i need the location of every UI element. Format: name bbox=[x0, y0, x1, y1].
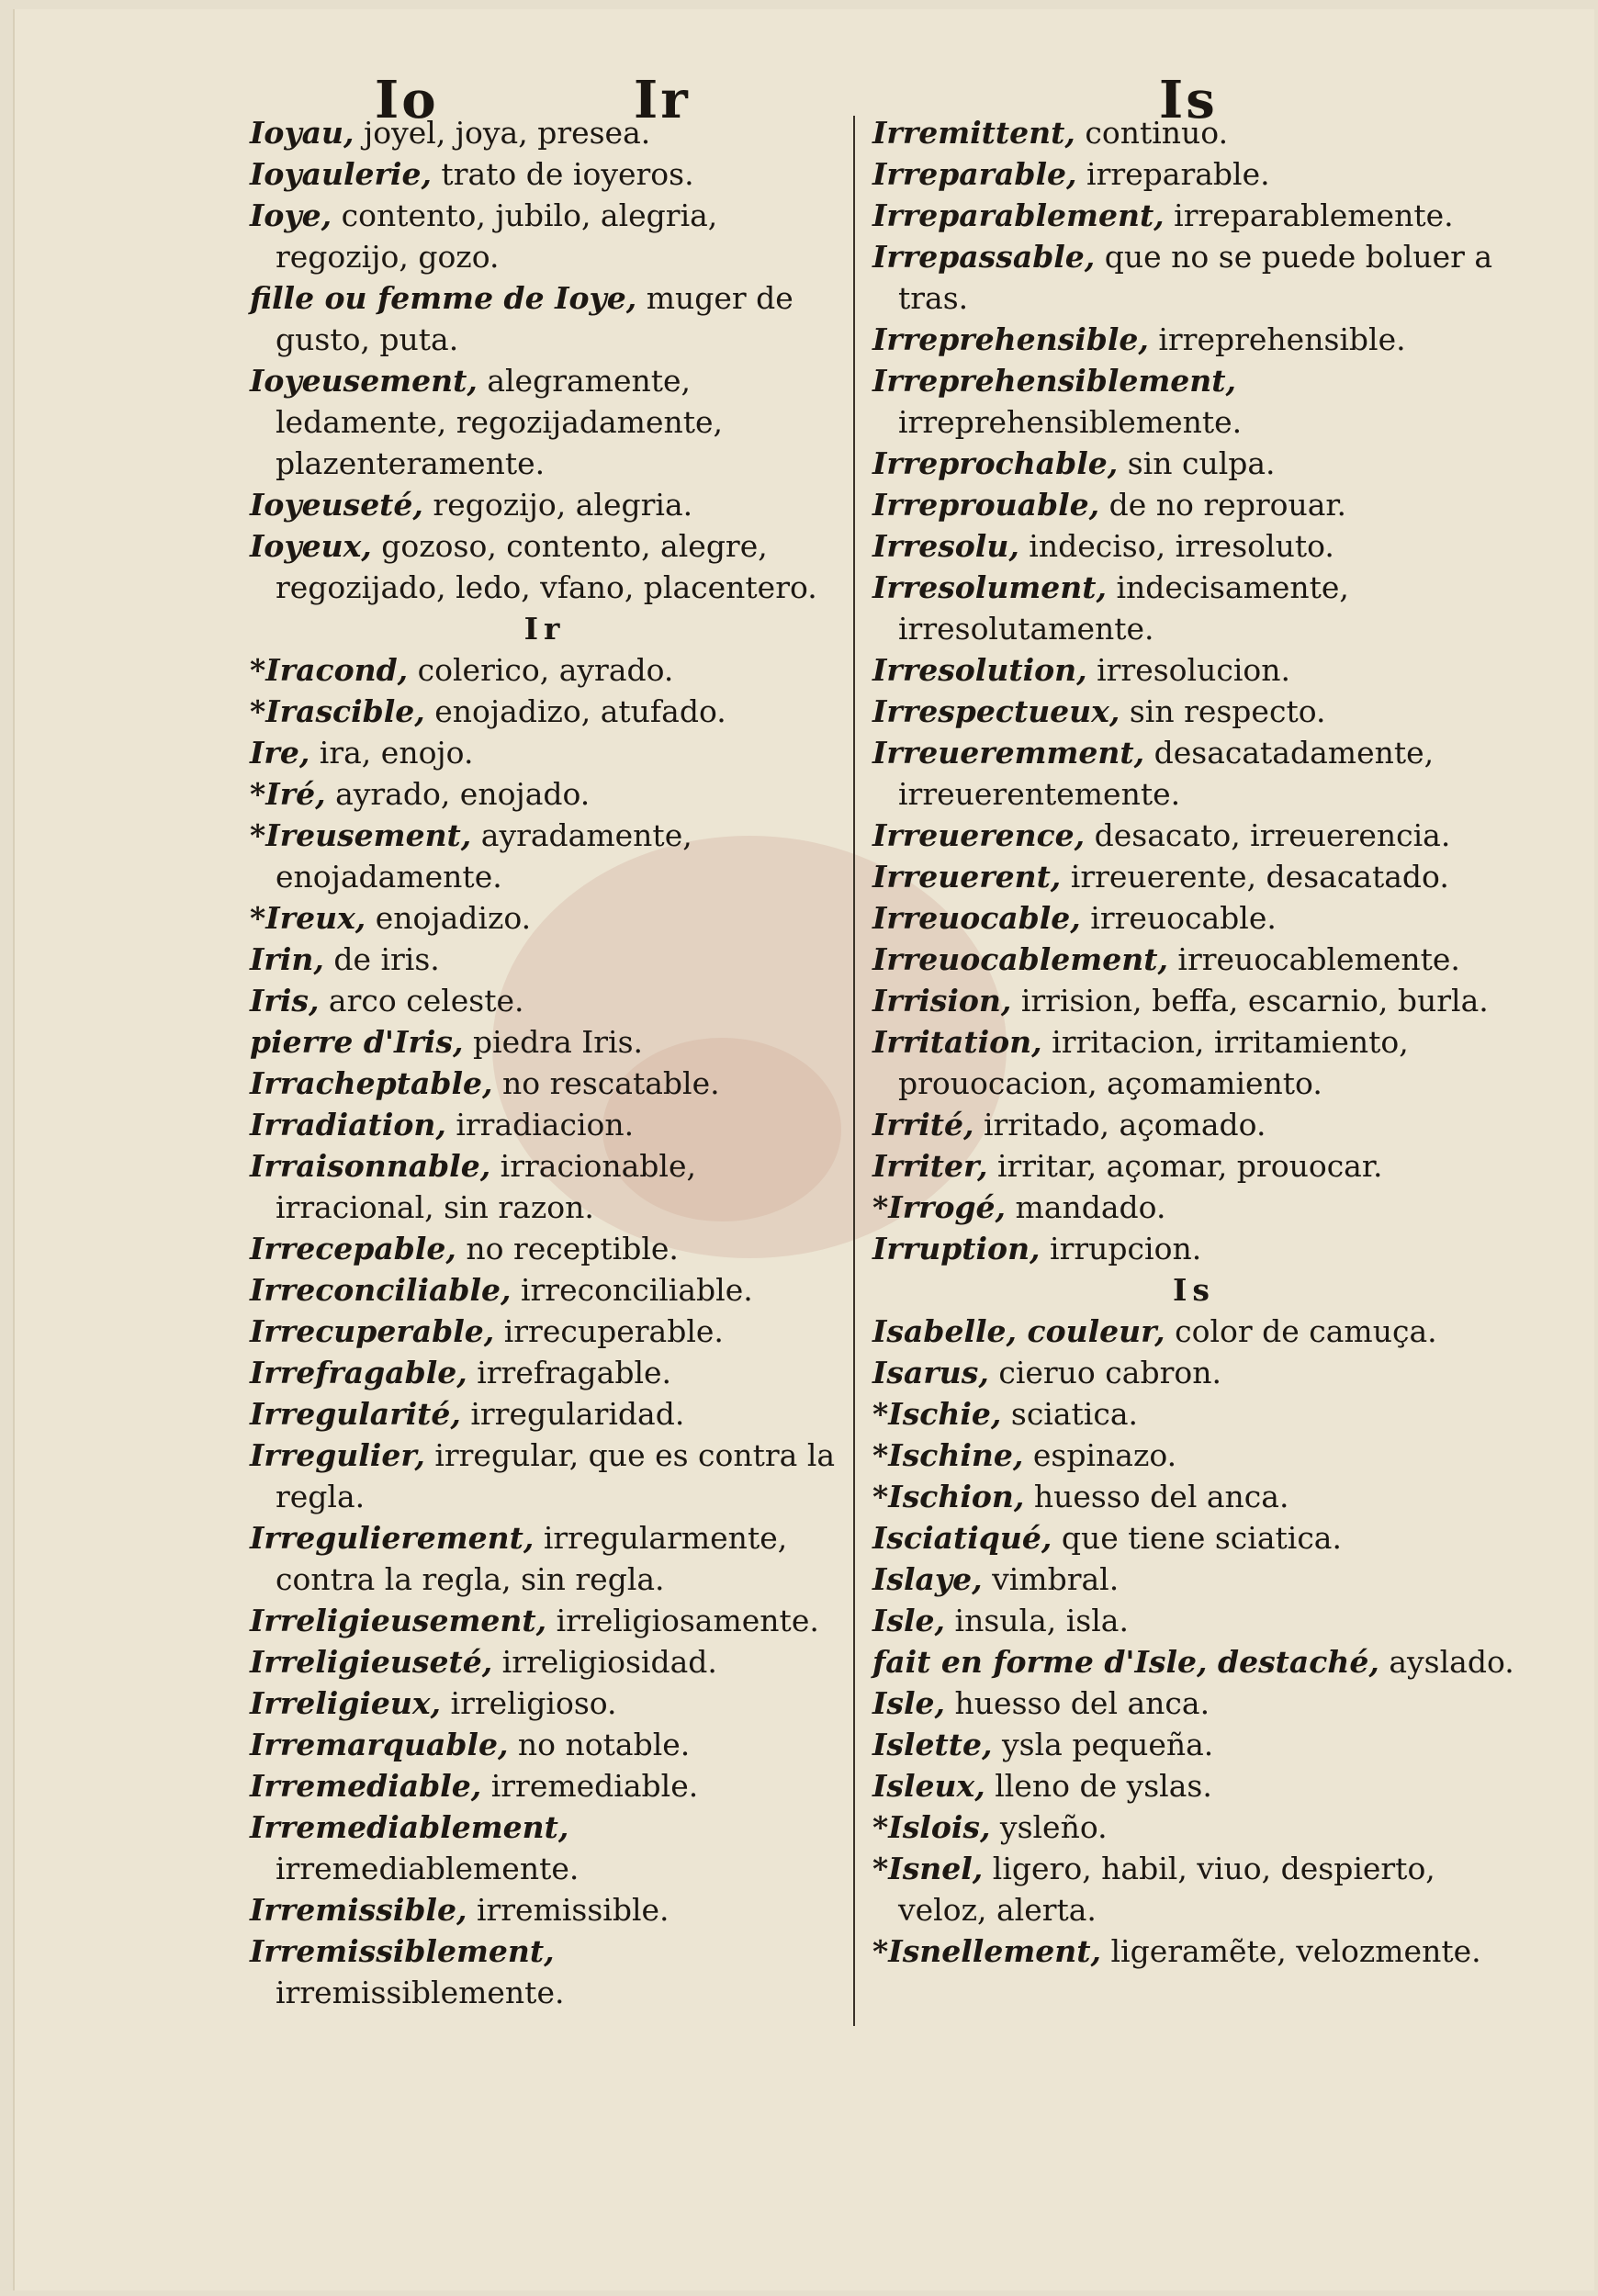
dictionary-entry bbox=[250, 1021, 839, 1063]
definition: ayrado, enojado. bbox=[325, 776, 591, 812]
headword: Irreligieux, bbox=[250, 1685, 442, 1721]
headword: Ischine, bbox=[888, 1437, 1024, 1473]
dictionary-entry bbox=[872, 897, 1515, 939]
dictionary-entry bbox=[872, 1228, 1515, 1269]
asterisk-marker: * bbox=[872, 1479, 889, 1514]
definition: desacatadamente, irreuerentemente. bbox=[898, 735, 1435, 812]
dictionary-entry bbox=[250, 1889, 839, 1930]
dictionary-entry bbox=[250, 1228, 839, 1269]
asterisk-marker: * bbox=[872, 1809, 889, 1845]
dictionary-entry bbox=[872, 153, 1515, 195]
definition: mandado. bbox=[1006, 1189, 1166, 1225]
headword: Irrité, bbox=[872, 1107, 974, 1142]
headword: Irritation, bbox=[872, 1024, 1042, 1060]
headword: fille ou femme de Ioye, bbox=[250, 280, 637, 316]
headword: Irremarquable, bbox=[250, 1727, 509, 1762]
dictionary-entry bbox=[872, 1311, 1515, 1352]
definition: cieruo cabron. bbox=[988, 1355, 1221, 1390]
definition: color de camuça. bbox=[1165, 1313, 1437, 1349]
definition: irritacion, irritamiento, prouocacion, açomamiento. bbox=[898, 1024, 1409, 1101]
headword: Iris, bbox=[250, 983, 320, 1019]
headword: Irracheptable, bbox=[250, 1065, 493, 1101]
dictionary-entry bbox=[250, 1641, 839, 1683]
headword: Irrespectueux, bbox=[872, 693, 1120, 729]
headword: Irreprochable, bbox=[872, 445, 1119, 481]
dictionary-entry bbox=[872, 815, 1515, 856]
dictionary-entry bbox=[250, 525, 839, 608]
headword: Isnel, bbox=[888, 1851, 984, 1886]
dictionary-entry bbox=[250, 1765, 839, 1806]
dictionary-entry bbox=[250, 1063, 839, 1104]
headword: Irreuocablement, bbox=[872, 941, 1168, 977]
dictionary-entry bbox=[250, 484, 839, 525]
dictionary-entry bbox=[872, 1393, 1515, 1435]
headword: Islaye, bbox=[872, 1561, 983, 1597]
headword: Ioyeux, bbox=[250, 528, 372, 564]
asterisk-marker: * bbox=[872, 1437, 889, 1473]
headword: Irreligieuseté, bbox=[250, 1644, 493, 1680]
asterisk-marker: * bbox=[250, 652, 266, 688]
headword: Irrepassable, bbox=[872, 239, 1096, 275]
dictionary-entry bbox=[250, 1311, 839, 1352]
headword: Isarus, bbox=[872, 1355, 989, 1390]
headword: pierre d'Iris, bbox=[250, 1024, 464, 1060]
headword: Irreprouable, bbox=[872, 487, 1100, 523]
definition: sciatica. bbox=[1001, 1396, 1138, 1432]
definition: ayradamente, enojadamente. bbox=[276, 817, 692, 895]
definition: desacato, irreuerencia. bbox=[1085, 817, 1451, 853]
headword: Irregulier, bbox=[250, 1437, 425, 1473]
dictionary-entry bbox=[250, 1435, 839, 1517]
definition: no notable. bbox=[508, 1727, 691, 1762]
dictionary-entry bbox=[250, 1517, 839, 1600]
dictionary-entry bbox=[872, 1724, 1515, 1765]
dictionary-entry bbox=[250, 153, 839, 195]
definition: arco celeste. bbox=[319, 983, 524, 1019]
dictionary-entry bbox=[250, 1104, 839, 1145]
definition: ligeramẽte, velozmente. bbox=[1100, 1933, 1481, 1969]
headword: Irrecuperable, bbox=[250, 1313, 495, 1349]
headword: Ioye, bbox=[250, 197, 332, 233]
headword: Irresolument, bbox=[872, 569, 1107, 605]
dictionary-entry bbox=[872, 1021, 1515, 1104]
dictionary-entry bbox=[872, 1806, 1515, 1848]
definition: sin culpa. bbox=[1118, 445, 1276, 481]
dictionary-entry bbox=[872, 732, 1515, 815]
headword: Irriter, bbox=[872, 1148, 988, 1184]
dictionary-entry bbox=[250, 1145, 839, 1228]
dictionary-entry bbox=[250, 939, 839, 980]
definition: irrefragable. bbox=[467, 1355, 672, 1390]
definition: irremissiblemente. bbox=[276, 1975, 565, 2010]
dictionary-entry bbox=[872, 195, 1515, 236]
asterisk-marker: * bbox=[250, 817, 266, 853]
headword: Ioyeusement, bbox=[250, 363, 478, 399]
headword: Isnellement, bbox=[888, 1933, 1101, 1969]
dictionary-entry bbox=[872, 1848, 1515, 1930]
dictionary-entry bbox=[872, 236, 1515, 319]
definition: irreligioso. bbox=[441, 1685, 617, 1721]
dictionary-entry bbox=[250, 1806, 839, 1889]
definition: huesso del anca. bbox=[945, 1685, 1210, 1721]
definition: irreprehensiblemente. bbox=[898, 404, 1243, 440]
definition: irregularmente, contra la regla, sin regla. bbox=[276, 1520, 788, 1597]
definition: irreuocable. bbox=[1080, 900, 1277, 936]
dictionary-entry bbox=[872, 1352, 1515, 1393]
section-heading: Is bbox=[1172, 1272, 1215, 1308]
dictionary-entry bbox=[872, 856, 1515, 897]
headword: Irascible, bbox=[265, 693, 425, 729]
dictionary-entry bbox=[872, 525, 1515, 567]
definition: irrision, beffa, escarnio, burla. bbox=[1011, 983, 1489, 1019]
dictionary-entry bbox=[250, 195, 839, 277]
dictionary-entry bbox=[872, 1104, 1515, 1145]
headword: Irrision, bbox=[872, 983, 1012, 1019]
definition: gozoso, contento, alegre, regozijado, ledo, vfano, placentero. bbox=[276, 528, 817, 605]
definition: irresolucion. bbox=[1086, 652, 1290, 688]
definition: colerico, ayrado. bbox=[408, 652, 674, 688]
running-head-left: Io bbox=[375, 70, 439, 130]
headword: Ischion, bbox=[888, 1479, 1025, 1514]
section-heading: Ir bbox=[523, 611, 566, 647]
running-head-right: Is bbox=[1159, 70, 1218, 130]
headword: Irreprehensible, bbox=[872, 321, 1149, 357]
headword: Irreligieusement, bbox=[250, 1603, 547, 1638]
dictionary-entry bbox=[250, 649, 839, 691]
dictionary-entry bbox=[872, 1145, 1515, 1187]
headword: Irrefragable, bbox=[250, 1355, 467, 1390]
definition: espinazo. bbox=[1023, 1437, 1177, 1473]
dictionary-entry bbox=[872, 649, 1515, 691]
definition: irritado, açomado. bbox=[973, 1107, 1266, 1142]
definition: irreparable. bbox=[1076, 156, 1270, 192]
headword: Iracond, bbox=[265, 652, 409, 688]
definition: que no se puede boluer a tras. bbox=[898, 239, 1493, 316]
headword: Irresolution, bbox=[872, 652, 1087, 688]
asterisk-marker: * bbox=[250, 900, 266, 936]
definition: joyel, joya, presea. bbox=[354, 115, 651, 151]
definition: irradiacion. bbox=[445, 1107, 635, 1142]
dictionary-entry bbox=[250, 691, 839, 732]
definition: trato de ioyeros. bbox=[431, 156, 694, 192]
definition: irremissible. bbox=[467, 1892, 670, 1928]
headword: Ireux, bbox=[265, 900, 366, 936]
dictionary-entry bbox=[872, 319, 1515, 360]
definition: irreligiosamente. bbox=[546, 1603, 819, 1638]
definition: ira, enojo. bbox=[309, 735, 474, 771]
definition: huesso del anca. bbox=[1024, 1479, 1289, 1514]
definition: irrupcion. bbox=[1040, 1231, 1202, 1266]
headword: Irreuocable, bbox=[872, 900, 1081, 936]
headword: Irresolu, bbox=[872, 528, 1019, 564]
dictionary-entry bbox=[872, 567, 1515, 649]
asterisk-marker: * bbox=[872, 1933, 889, 1969]
headword: Irreparable, bbox=[872, 156, 1077, 192]
definition: lleno de yslas. bbox=[985, 1768, 1212, 1804]
headword: Isabelle, couleur, bbox=[872, 1313, 1165, 1349]
dictionary-entry bbox=[250, 360, 839, 484]
definition: enojadizo. bbox=[366, 900, 532, 936]
dictionary-entry bbox=[872, 939, 1515, 980]
headword: Irregulierement, bbox=[250, 1520, 535, 1556]
definition: alegramente, ledamente, regozijadamente, plazenteramente. bbox=[276, 363, 724, 481]
dictionary-entry bbox=[250, 1269, 839, 1311]
definition: de iris. bbox=[323, 941, 440, 977]
dictionary-entry bbox=[872, 1435, 1515, 1476]
headword: Ischie, bbox=[888, 1396, 1002, 1432]
dictionary-entry bbox=[872, 1765, 1515, 1806]
definition: irremediable. bbox=[481, 1768, 699, 1804]
running-head-mid: Ir bbox=[634, 70, 691, 130]
dictionary-entry bbox=[872, 691, 1515, 732]
headword: Islois, bbox=[888, 1809, 991, 1845]
definition: sin respecto. bbox=[1120, 693, 1326, 729]
dictionary-entry bbox=[872, 1930, 1515, 1972]
headword: Isleux, bbox=[872, 1768, 985, 1804]
definition: insula, isla. bbox=[945, 1603, 1129, 1638]
dictionary-entry bbox=[872, 1559, 1515, 1600]
dictionary-entry bbox=[250, 1352, 839, 1393]
asterisk-marker: * bbox=[872, 1396, 889, 1432]
definition: irregular, que es contra la regla. bbox=[276, 1437, 836, 1514]
definition: irritar, açomar, prouocar. bbox=[987, 1148, 1383, 1184]
dictionary-entry bbox=[872, 443, 1515, 484]
dictionary-entry bbox=[250, 1683, 839, 1724]
asterisk-marker: * bbox=[872, 1851, 889, 1886]
headword: Irruption, bbox=[872, 1231, 1041, 1266]
dictionary-entry bbox=[250, 1724, 839, 1765]
headword: fait en forme d'Isle, destaché, bbox=[872, 1644, 1379, 1680]
definition: muger de gusto, puta. bbox=[276, 280, 793, 357]
definition: irreconciliable. bbox=[511, 1272, 753, 1308]
definition: no rescatable. bbox=[492, 1065, 720, 1101]
headword: Ireusement, bbox=[265, 817, 472, 853]
dictionary-entry bbox=[250, 277, 839, 360]
column-rule bbox=[853, 116, 855, 2026]
headword: Isle, bbox=[872, 1603, 946, 1638]
definition: irrecuperable. bbox=[494, 1313, 724, 1349]
headword: Irremissible, bbox=[250, 1892, 467, 1928]
headword: Irin, bbox=[250, 941, 324, 977]
headword: Irreprehensiblement, bbox=[872, 363, 1236, 399]
dictionary-entry bbox=[872, 980, 1515, 1021]
headword: Ioyeuseté, bbox=[250, 487, 423, 523]
dictionary-entry bbox=[250, 1393, 839, 1435]
dictionary-entry bbox=[250, 773, 839, 815]
dictionary-entry bbox=[250, 112, 839, 153]
definition: irreuerente, desacatado. bbox=[1061, 859, 1449, 895]
dictionary-entry bbox=[250, 1600, 839, 1641]
dictionary-entry bbox=[250, 815, 839, 897]
definition: indecisamente, irresolutamente. bbox=[898, 569, 1349, 647]
definition: irreuocablemente. bbox=[1167, 941, 1460, 977]
dictionary-entry bbox=[872, 112, 1515, 153]
definition: de no reprouar. bbox=[1099, 487, 1347, 523]
definition: piedra Iris. bbox=[463, 1024, 644, 1060]
headword: Ioyau, bbox=[250, 115, 354, 151]
headword: Islette, bbox=[872, 1727, 993, 1762]
definition: irreparablemente. bbox=[1164, 197, 1454, 233]
definition: regozijo, alegria. bbox=[422, 487, 693, 523]
headword: Irreuerent, bbox=[872, 859, 1062, 895]
definition: irremediablemente. bbox=[276, 1851, 580, 1886]
definition: ysleño. bbox=[990, 1809, 1108, 1845]
headword: Irrecepable, bbox=[250, 1231, 456, 1266]
headword: Irreuerence, bbox=[872, 817, 1086, 853]
dictionary-entry bbox=[872, 1187, 1515, 1228]
headword: Irreparablement, bbox=[872, 197, 1165, 233]
headword: Isciatiqué, bbox=[872, 1520, 1052, 1556]
headword: Irremissiblement, bbox=[250, 1933, 555, 1969]
dictionary-entry bbox=[872, 1517, 1515, 1559]
headword: Ioyaulerie, bbox=[250, 156, 432, 192]
headword: Irraisonnable, bbox=[250, 1148, 491, 1184]
definition: ysla pequeña. bbox=[992, 1727, 1214, 1762]
dictionary-entry bbox=[250, 732, 839, 773]
headword: Iré, bbox=[265, 776, 326, 812]
definition: que tiene sciatica. bbox=[1052, 1520, 1342, 1556]
dictionary-entry bbox=[872, 360, 1515, 443]
definition: ayslado. bbox=[1379, 1644, 1514, 1680]
definition: no receptible. bbox=[456, 1231, 679, 1266]
headword: Irreconciliable, bbox=[250, 1272, 512, 1308]
definition: enojadizo, atufado. bbox=[424, 693, 726, 729]
definition: indeciso, irresoluto. bbox=[1018, 528, 1334, 564]
dictionary-entry bbox=[872, 1476, 1515, 1517]
headword: Irremediablement, bbox=[250, 1809, 569, 1845]
headword: Irreueremment, bbox=[872, 735, 1145, 771]
right-column bbox=[872, 112, 1515, 1972]
left-column bbox=[250, 112, 839, 2013]
headword: Isle, bbox=[872, 1685, 946, 1721]
definition: irreligiosidad. bbox=[492, 1644, 717, 1680]
dictionary-entry bbox=[872, 1641, 1515, 1683]
headword: Irrogé, bbox=[888, 1189, 1007, 1225]
asterisk-marker: * bbox=[250, 693, 266, 729]
asterisk-marker: * bbox=[872, 1189, 889, 1225]
dictionary-entry bbox=[872, 484, 1515, 525]
dictionary-entry bbox=[872, 1683, 1515, 1724]
dictionary-entry bbox=[250, 1930, 839, 2013]
definition: ligero, habil, viuo, despierto, veloz, alerta. bbox=[898, 1851, 1435, 1928]
dictionary-entry bbox=[250, 980, 839, 1021]
definition: contento, jubilo, alegria, regozijo, gozo. bbox=[276, 197, 718, 275]
dictionary-entry bbox=[250, 897, 839, 939]
definition: irregularidad. bbox=[460, 1396, 685, 1432]
headword: Irradiation, bbox=[250, 1107, 446, 1142]
asterisk-marker: * bbox=[250, 776, 266, 812]
definition: irracionable, irracional, sin razon. bbox=[276, 1148, 696, 1225]
definition: vimbral. bbox=[982, 1561, 1120, 1597]
headword: Irregularité, bbox=[250, 1396, 461, 1432]
headword: Irremittent, bbox=[872, 115, 1075, 151]
dictionary-entry bbox=[872, 1600, 1515, 1641]
definition: continuo. bbox=[1075, 115, 1229, 151]
definition: irreprehensible. bbox=[1148, 321, 1406, 357]
headword: Ire, bbox=[250, 735, 310, 771]
headword: Irremediable, bbox=[250, 1768, 482, 1804]
